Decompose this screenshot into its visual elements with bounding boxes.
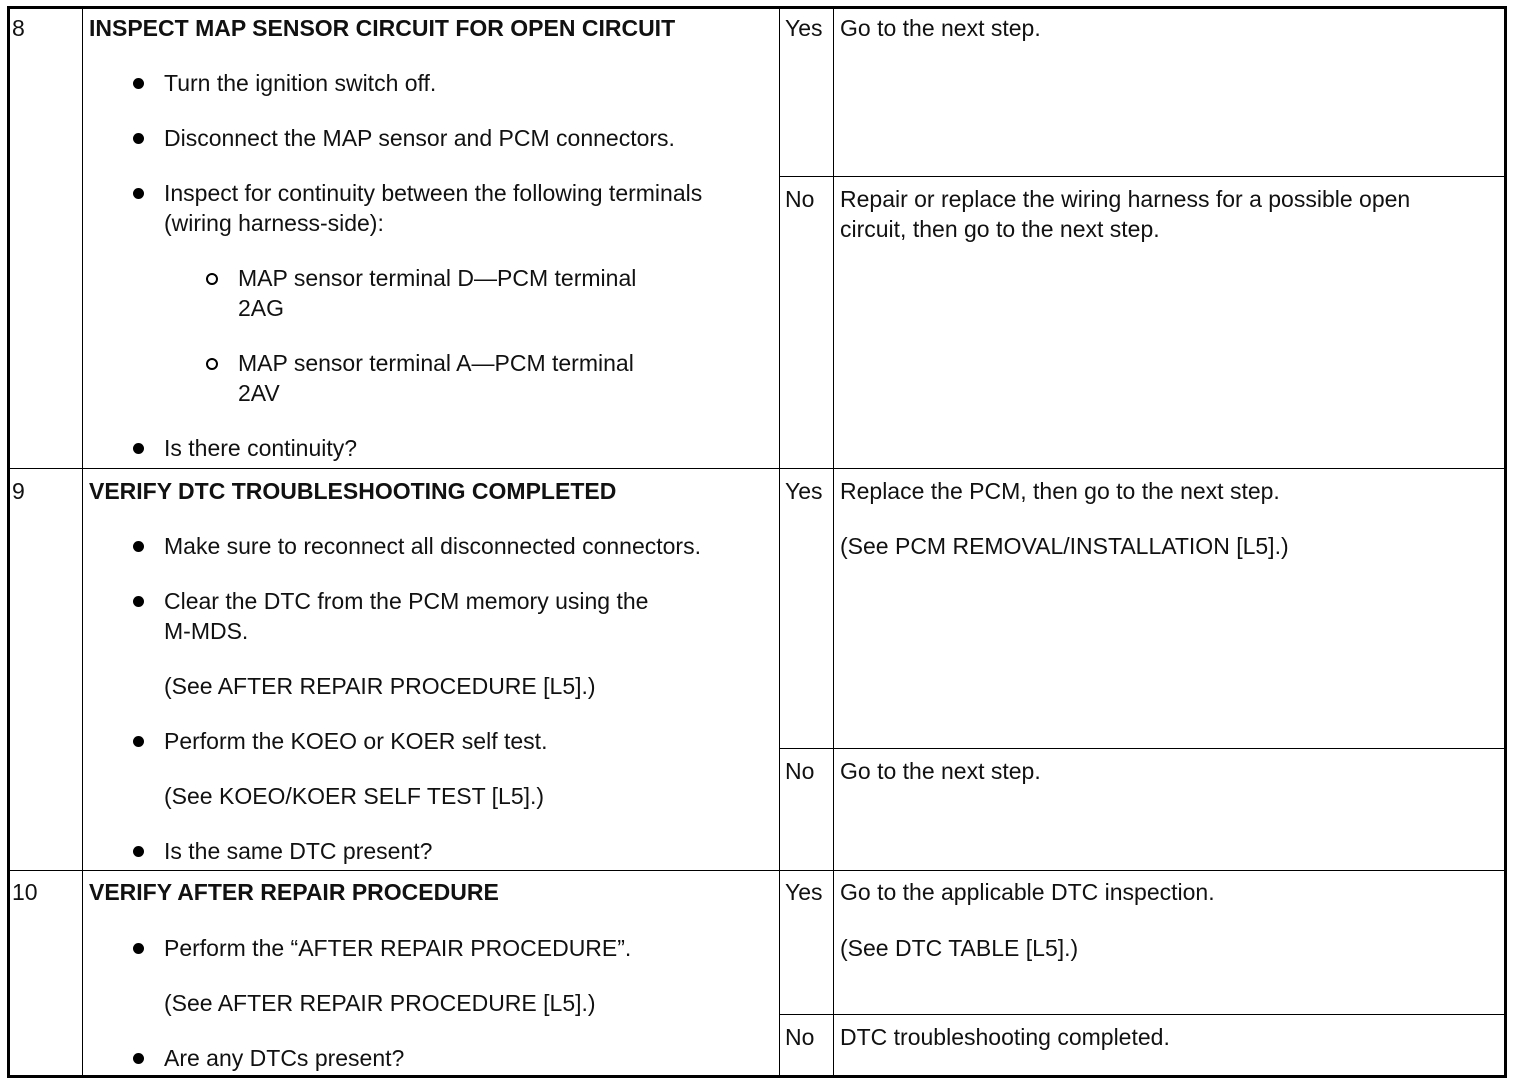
bullet-icon (133, 541, 144, 552)
bullet-icon (133, 596, 144, 607)
reference-note: (See KOEO/KOER SELF TEST [L5].) (164, 783, 545, 809)
step-instruction: Disconnect the MAP sensor and PCM connectors. (164, 125, 675, 151)
bullet-icon (133, 846, 144, 857)
step-number: 9 (12, 478, 25, 504)
sub-instruction: 2AV (238, 380, 280, 406)
step-instruction: Turn the ignition switch off. (164, 70, 437, 96)
bullet-icon (133, 188, 144, 199)
column-divider (833, 8, 834, 1076)
step-instruction: Make sure to reconnect all disconnected connectors. (164, 533, 701, 559)
no-action: DTC troubleshooting completed. (840, 1024, 1170, 1050)
step-instruction: (wiring harness-side): (164, 210, 384, 236)
yes-no-divider (779, 176, 1505, 177)
step-instruction: Perform the KOEO or KOER self test. (164, 728, 548, 754)
yes-action: Go to the next step. (840, 15, 1041, 41)
step-question: Are any DTCs present? (164, 1045, 405, 1071)
row-divider (8, 870, 1505, 871)
bullet-icon (133, 133, 144, 144)
yes-label: Yes (785, 879, 823, 905)
yes-no-divider (779, 1014, 1505, 1015)
step-title: INSPECT MAP SENSOR CIRCUIT FOR OPEN CIRCUIT (89, 15, 676, 41)
yes-label: Yes (785, 478, 823, 504)
step-question: Is there continuity? (164, 435, 358, 461)
reference-note: (See PCM REMOVAL/INSTALLATION [L5].) (840, 533, 1289, 559)
step-question: Is the same DTC present? (164, 838, 433, 864)
sub-instruction: MAP sensor terminal D—PCM terminal (238, 265, 637, 291)
yes-label: Yes (785, 15, 823, 41)
yes-action: Replace the PCM, then go to the next step. (840, 478, 1280, 504)
bullet-icon (133, 443, 144, 454)
sub-instruction: MAP sensor terminal A—PCM terminal (238, 350, 634, 376)
step-title: VERIFY DTC TROUBLESHOOTING COMPLETED (89, 478, 617, 504)
bullet-icon (133, 1053, 144, 1064)
bullet-icon (133, 943, 144, 954)
step-instruction: M-MDS. (164, 618, 249, 644)
column-divider (779, 8, 780, 1076)
step-title: VERIFY AFTER REPAIR PROCEDURE (89, 879, 499, 905)
no-action: circuit, then go to the next step. (840, 216, 1160, 242)
step-number: 10 (12, 879, 38, 905)
no-label: No (785, 186, 815, 212)
no-label: No (785, 1024, 815, 1050)
bullet-icon (133, 736, 144, 747)
step-instruction: Perform the “AFTER REPAIR PROCEDURE”. (164, 935, 632, 961)
yes-no-divider (779, 748, 1505, 749)
step-number: 8 (12, 15, 25, 41)
no-label: No (785, 758, 815, 784)
sub-bullet-icon (206, 273, 218, 285)
bullet-icon (133, 78, 144, 89)
column-divider (82, 8, 83, 1076)
sub-bullet-icon (206, 358, 218, 370)
reference-note: (See DTC TABLE [L5].) (840, 935, 1079, 961)
no-action: Go to the next step. (840, 758, 1041, 784)
step-instruction: Clear the DTC from the PCM memory using the (164, 588, 649, 614)
reference-note: (See AFTER REPAIR PROCEDURE [L5].) (164, 673, 596, 699)
row-divider (8, 468, 1505, 469)
sub-instruction: 2AG (238, 295, 285, 321)
no-action: Repair or replace the wiring harness for a possible open (840, 186, 1411, 212)
reference-note: (See AFTER REPAIR PROCEDURE [L5].) (164, 990, 596, 1016)
yes-action: Go to the applicable DTC inspection. (840, 879, 1215, 905)
step-instruction: Inspect for continuity between the following terminals (164, 180, 703, 206)
